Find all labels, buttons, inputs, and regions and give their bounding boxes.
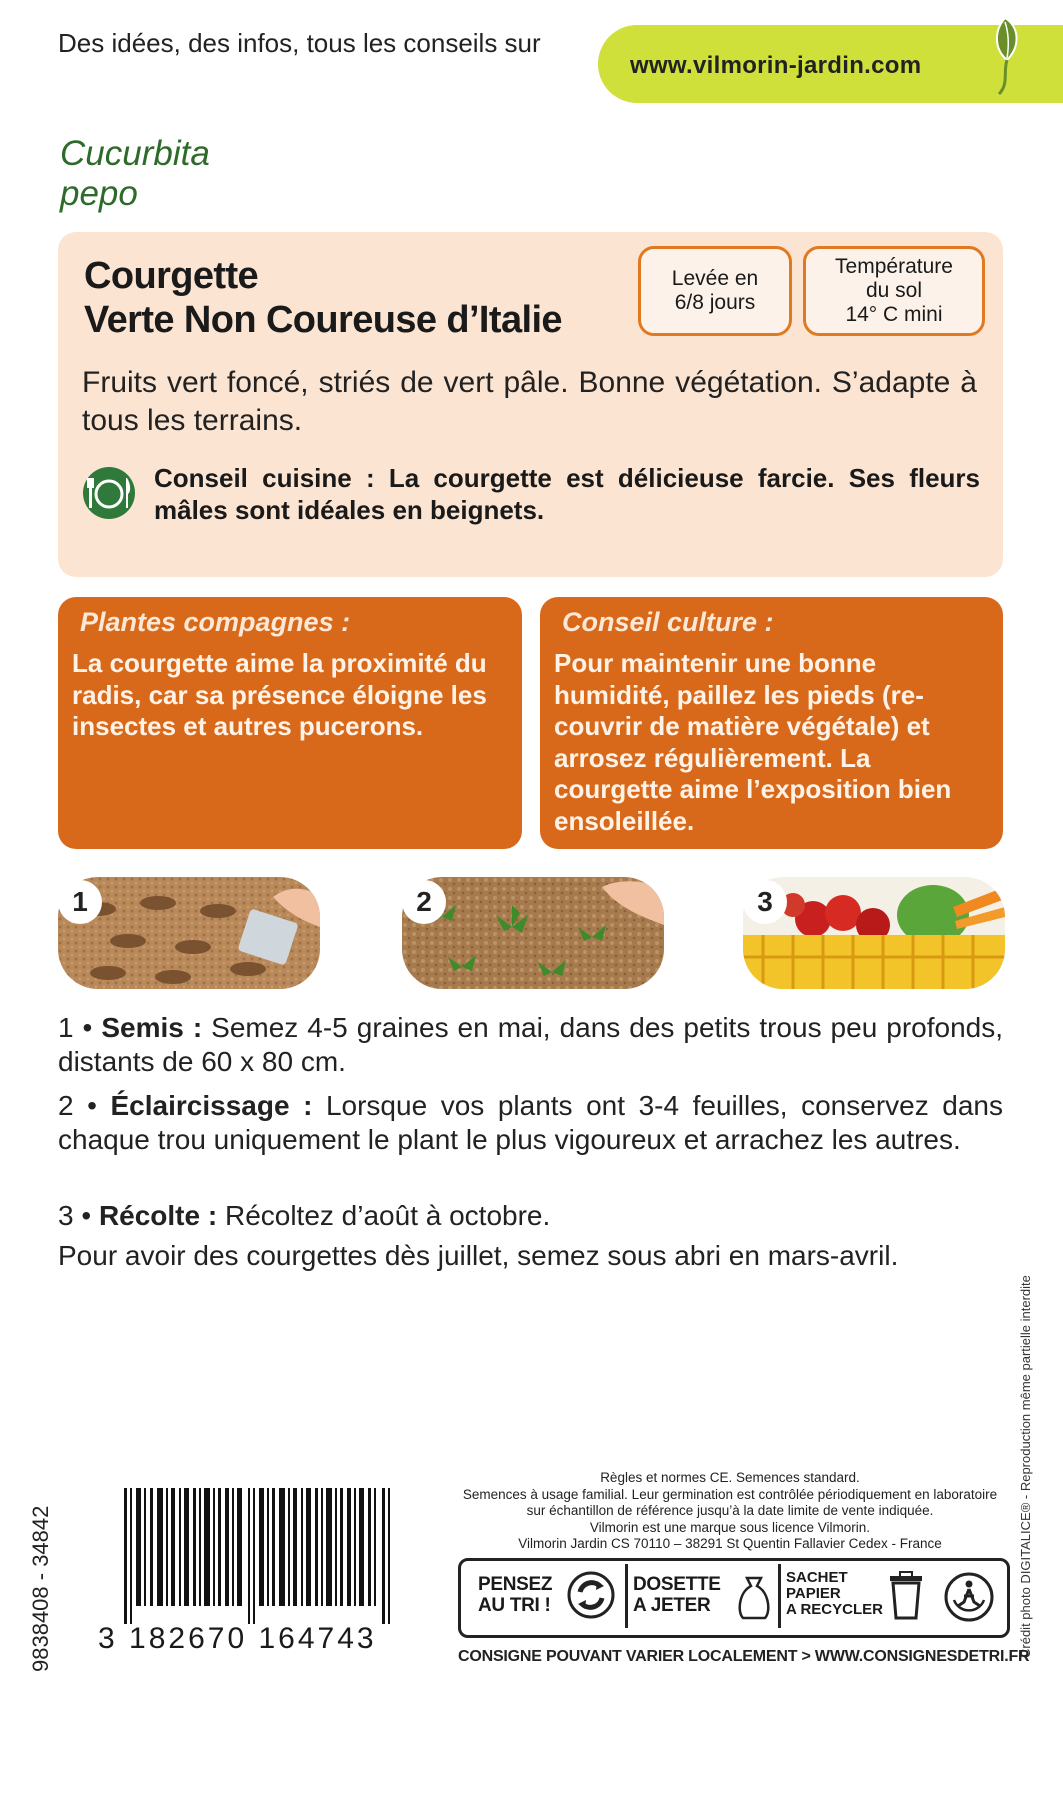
step-3-number: 3 <box>743 880 787 924</box>
dosette-line2: A JETER <box>633 1595 711 1616</box>
step-3-prefix: 3 • <box>58 1200 99 1231</box>
seed-bag-icon <box>735 1574 773 1625</box>
sachet-line1: SACHET <box>786 1569 848 1586</box>
step-1-number: 1 <box>58 880 102 924</box>
header-intro-text: Des idées, des infos, tous les conseils sur <box>58 28 541 58</box>
step-3-label: Récolte : <box>98 1200 218 1231</box>
temperature-badge <box>803 246 985 336</box>
sachet-line2: PAPIER <box>786 1585 841 1602</box>
temperature-line2: du sol <box>865 279 923 302</box>
barcode-number: 3 182670 164743 <box>98 1622 377 1655</box>
recycling-bin-icon <box>886 1570 926 1627</box>
photo-credit <box>1018 1268 1038 1658</box>
product-code <box>28 1462 60 1672</box>
sort-reminder-line2: AU TRI ! <box>478 1595 551 1616</box>
triman-icon <box>944 1572 994 1627</box>
latin-species: pepo <box>60 174 138 213</box>
website-link[interactable]: www.vilmorin-jardin.com <box>630 52 922 79</box>
dosette-line1: DOSETTE <box>633 1574 721 1595</box>
germination-line2: 6/8 jours <box>674 291 756 314</box>
shelter-sowing-note: Pour avoir des courgettes dès juillet, semez sous abri en mars-avril. <box>58 1240 899 1271</box>
latin-name <box>60 134 210 214</box>
step-3-text: Récoltez d’août à octobre. <box>217 1200 551 1231</box>
sachet-instruction <box>786 1570 883 1618</box>
companion-plants-text: La courgette aime la proximité du radis, car sa présence éloigne les insectes et autres pucerons. <box>72 648 487 741</box>
latin-genus: Cucurbita <box>60 134 210 173</box>
germination-line1: Levée en <box>671 267 759 290</box>
dosette-instruction <box>633 1574 721 1616</box>
variety-name-line2: Verte Non Coureuse d’Italie <box>84 299 562 341</box>
product-code-text: 9838408 - 34842 <box>28 1505 53 1672</box>
barcode-image <box>124 1488 394 1629</box>
recycling-divider <box>778 1564 781 1628</box>
step-1-prefix: 1 • <box>58 1012 102 1043</box>
step-3-instruction <box>58 1199 1003 1233</box>
legal-line-3: Vilmorin est une marque sous licence Vilmorin. <box>589 1519 871 1535</box>
companion-plants-title: Plantes compagnes : <box>80 607 351 637</box>
step-2-text: Lorsque vos plants ont 3-4 feuilles, conservez dans chaque trou uniquement le plant le plus vigoureux et arrachez les autres. <box>58 1090 1004 1155</box>
step-2-instruction <box>58 1089 1003 1157</box>
sachet-line3: A RECYCLER <box>786 1601 883 1618</box>
temperature-line1: Température <box>835 255 953 278</box>
legal-line-2: Semences à usage familial. Leur germination est contrôlée périodiquement en laboratoire sur échantillon de référence jusqu’à la date limite de vente indiquée. <box>462 1486 998 1518</box>
plate-cutlery-icon <box>82 466 136 525</box>
sorting-guideline-link[interactable]: CONSIGNE POUVANT VARIER LOCALEMENT > WWW.CONSIGNESDETRI.FR <box>458 1648 1030 1665</box>
recycling-divider <box>625 1564 628 1628</box>
culture-tip-text: Pour maintenir une bonne humidité, paillez les pieds (re-couvrir de matière végétale) et arrosez régulièrement. La courgette aime l’exposition bien ensoleillée. <box>554 648 952 836</box>
step-2-label: Éclaircissage : <box>110 1090 313 1121</box>
culture-tip-title: Conseil culture : <box>562 607 774 637</box>
step-2-prefix: 2 • <box>58 1090 111 1121</box>
legal-notice <box>456 1470 1004 1553</box>
germination-badge <box>638 246 792 336</box>
variety-description: Fruits vert foncé, striés de vert pâle. Bonne végétation. S’adapte à tous les terrains. <box>82 366 977 437</box>
variety-name-line1: Courgette <box>84 255 259 297</box>
cuisine-tip: Conseil cuisine : La courgette est délicieuse farcie. Ses fleurs mâles sont idéales en beignets. <box>154 463 980 525</box>
step-1-instruction <box>58 1011 1003 1079</box>
step-1-text: Semez 4-5 graines en mai, dans des petits trous peu profonds, distants de 60 x 80 cm. <box>58 1012 1003 1077</box>
legal-line-1: Règles et normes CE. Semences standard. <box>600 1470 860 1485</box>
sort-reminder <box>478 1574 552 1616</box>
photo-credit-text: Crédit photo DIGITALICE® - Reproduction même partielle interdite <box>1018 1275 1033 1658</box>
step-1-label: Semis : <box>101 1012 203 1043</box>
step-2-number: 2 <box>402 880 446 924</box>
variety-title <box>84 254 562 342</box>
temperature-line3: 14° C mini <box>845 303 943 326</box>
recycle-arrows-icon <box>566 1570 616 1625</box>
sort-reminder-line1: PENSEZ <box>478 1574 553 1595</box>
vilmorin-leaf-icon <box>985 14 1025 103</box>
legal-line-4: Vilmorin Jardin CS 70110 – 38291 St Quentin Fallavier Cedex - France <box>518 1536 942 1551</box>
